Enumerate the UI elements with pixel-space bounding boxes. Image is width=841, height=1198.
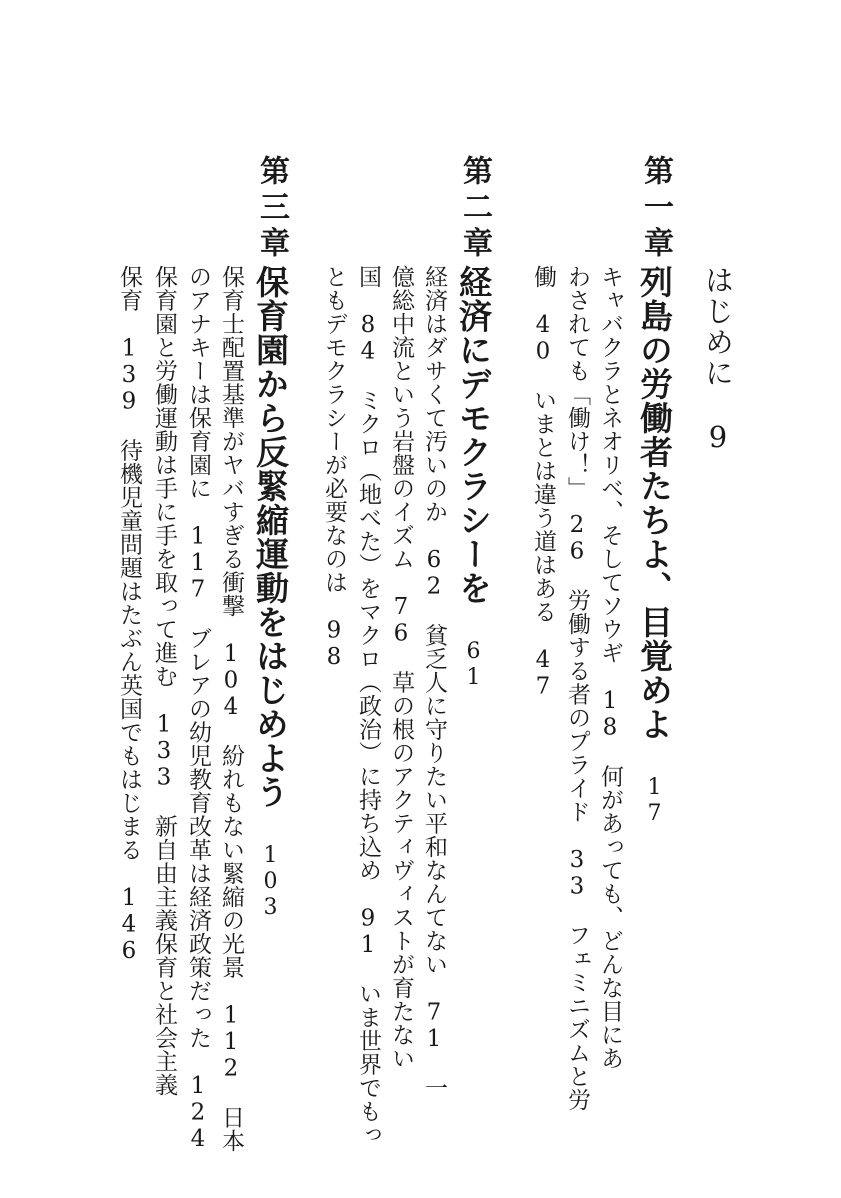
chapter-2-title: 経済にデモクラシーを bbox=[454, 265, 493, 605]
chapter-3-label: 第三章 bbox=[254, 155, 289, 263]
chapter-1-page-number: 17 bbox=[642, 775, 667, 827]
chapter-1-label: 第一章 bbox=[638, 155, 673, 263]
intro-label: はじめに bbox=[701, 265, 735, 389]
chapter-2-heading[interactable] bbox=[454, 265, 493, 691]
chapter-3-page-number: 103 bbox=[258, 843, 283, 921]
chapter-2-label: 第二章 bbox=[457, 155, 492, 263]
chapter-2-line-4: ともデモクラシーが必要なのは 98 bbox=[321, 265, 347, 671]
intro-page-number: 9 bbox=[701, 420, 735, 456]
chapter-3-line-3: 保育園と労働運動は手に手を取って進む 133 新自由主義保育と社会主義 bbox=[151, 265, 177, 1097]
chapter-2-line-1: 経済はダサくて汚いのか 62 貧乏人に守りたい平和なんてない 71 一 bbox=[421, 265, 447, 1100]
chapter-3-line-4: 保育 139 待機児童問題はたぶん英国でもはじまる 146 bbox=[116, 265, 142, 965]
chapter-1-title: 列島の労働者たちよ、目覚めよ bbox=[635, 265, 674, 741]
chapter-1-line-1: キャバクラとネオリベ、そしてソウギ 18 何があっても、どんな目にあ bbox=[597, 265, 623, 1070]
chapter-2-line-2: 億総中流という岩盤のイズム 76 草の根のアクティヴィストが育たない bbox=[388, 265, 414, 1070]
chapter-1-line-3: 働 40 いまとは違う道はある 47 bbox=[530, 265, 556, 700]
intro-entry[interactable] bbox=[701, 265, 735, 456]
chapter-3-line-1: 保育士配置基準がヤバすぎる衝撃 104 紛れもない緊縮の光景 112 日本 bbox=[218, 265, 244, 1153]
chapter-3-line-2: のアナキーは保育園に 117 ブレアの幼児教育改革は経済政策だった 124 bbox=[185, 265, 211, 1153]
chapter-1-heading[interactable] bbox=[635, 265, 674, 827]
chapter-2-page-number: 61 bbox=[461, 639, 486, 691]
chapter-2-line-3: 国 84 ミクロ（地べた）をマクロ（政治）に持ち込め 91 いま世界でもっ bbox=[355, 265, 381, 1147]
chapter-3-title: 保育園から反緊縮運動をはじめよう bbox=[251, 265, 290, 809]
chapter-3-heading[interactable] bbox=[251, 265, 290, 921]
chapter-1-line-2: わされても「働け！」 26 労働する者のプライド 33 フェミニズムと労 bbox=[564, 265, 590, 1112]
